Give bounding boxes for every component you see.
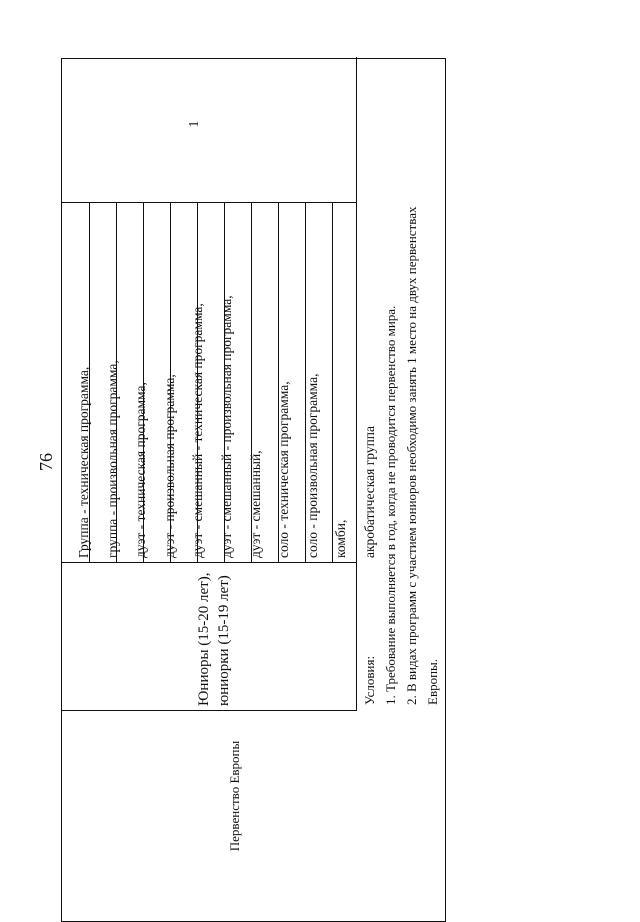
program-list (70, 208, 385, 558)
age-group-line: Юниоры (15-20 лет), (196, 572, 212, 706)
conditions-block (359, 65, 443, 705)
condition-item: 2. В видах программ с участием юниоров необходимо занять 1 место на двух первенствах (404, 206, 419, 705)
place-requirement: 1 (187, 120, 202, 128)
program-item: дуэт - смешанный, (247, 450, 263, 558)
column-divider-3 (62, 202, 357, 203)
age-groups (194, 566, 234, 706)
competition-name: Первенство Европы (227, 740, 242, 852)
program-item: дуэт - смешанный - техническая программа, (190, 303, 206, 558)
condition-item: Европы. (425, 658, 440, 705)
requirements-table (61, 58, 446, 922)
program-item: дуэт - смешанный - произвольная программа, (218, 295, 234, 558)
conditions-heading: Условия: (362, 655, 377, 705)
program-item: дуэт - произвольная программа, (161, 374, 177, 558)
column-divider-2 (62, 562, 357, 563)
condition-item: 1. Требование выполняется в год, когда не проводится первенство мира. (383, 305, 398, 705)
program-item: группа - произвольная программа, (104, 360, 120, 558)
column-divider-1 (62, 710, 357, 711)
program-item: акробатическая группа (361, 425, 377, 558)
program-item: комби, (333, 519, 349, 558)
program-item: соло - произвольная программа, (304, 373, 320, 558)
program-item: Группа - техническая программа, (76, 366, 91, 558)
program-item: дуэт - техническая программа, (133, 382, 149, 558)
page-number: 76 (36, 453, 56, 471)
rotated-content (0, 58, 640, 922)
program-item: соло - техническая программа, (276, 381, 292, 558)
age-group-line: юниорки (15-19 лет) (216, 575, 232, 706)
